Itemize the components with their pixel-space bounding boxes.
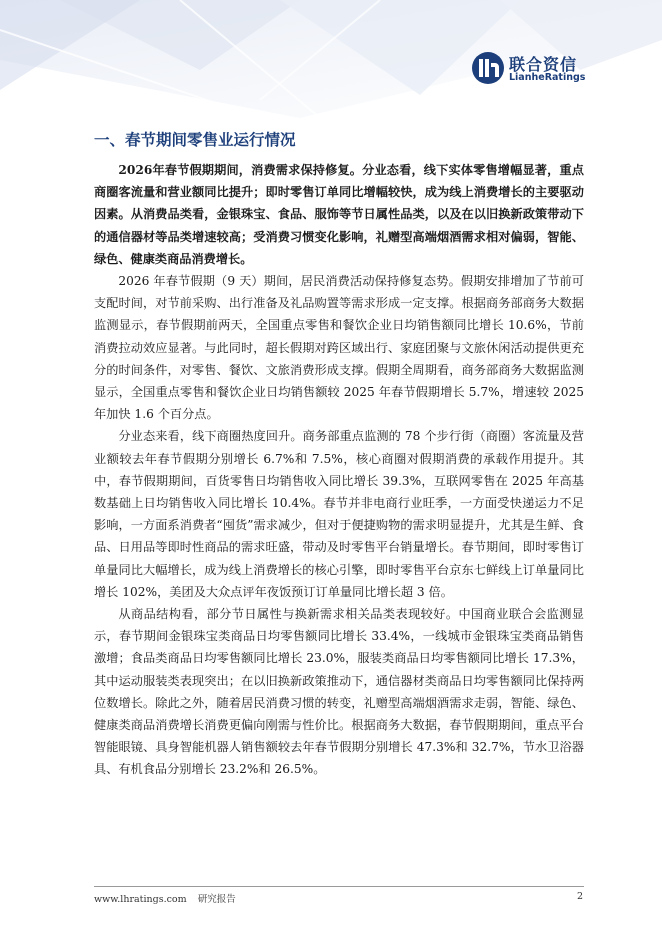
footer-url[interactable]: www.lhratings.com xyxy=(94,894,187,905)
page-number: 2 xyxy=(577,891,584,902)
footer-doc-type: 研究报告 xyxy=(197,894,236,905)
brand-name-en: LianheRatings xyxy=(509,72,586,83)
summary-paragraph: 2026年春节假期期间，消费需求保持修复。分业态看，线下实体零售增幅显著，重点商圈客流量和营业额同比提升；即时零售订单同比增幅较快，成为线上消费增长的主要驱动因素。从消费品类看，金银珠宝、食品、服饰等节日属性品类，以及在以旧换新政策带动下的通信器材等品类增速较高；受消费习惯变化影响，礼赠型高端烟酒需求相对偏弱，智能、绿色、健康类商品消费增长。 xyxy=(94,163,584,266)
brand-logo xyxy=(471,51,591,91)
section-title: 一、春节期间零售业运行情况 xyxy=(94,131,296,149)
brand-name-cn: 联合资信 xyxy=(509,55,578,74)
body-paragraph: 2026 年春节假期（9 天）期间，居民消费活动保持修复态势。假期安排增加了节前可支配时间，对节前采购、出行准备及礼品购置等需求形成一定支撑。根据商务部商务大数据监测显示，春节假期前两天，全国重点零售和餐饮企业日均销售额同比增长 10.6%，节前消费拉动效应显著。与此同时，超长假期对跨区域出行、家庭团聚与文旅休闲活动提供更充分的时间条件，对零售、餐饮、文旅消费形成支撑。假期全周期看，商务部商务大数据监测显示，全国重点零售和餐饮企业日均销售额较 2025 年春节假期增长 5.7%，增速较 2025 年加快 1.6 个百分点。 xyxy=(94,274,584,422)
lianhe-logo-icon xyxy=(471,51,505,85)
footer-info xyxy=(94,891,244,905)
footer-divider xyxy=(94,886,584,887)
body-paragraph: 从商品结构看，部分节日属性与换新需求相关品类表现较好。中国商业联合会监测显示，春节期间金银珠宝类商品日均零售额同比增长 33.4%，一线城市金银珠宝类商品销售激增；食品类商品日均零售额同比增长 23.0%，服装类商品日均零售额同比增长 17.3%，其中运动服装类表现突出；在以旧换新政策推动下，通信器材类商品日均零售额同比保持两位数增长。除此之外，随着居民消费习惯的转变，礼赠型高端烟酒需求走弱，智能、绿色、健康类商品消费增长消费更偏向刚需与性价比。根据商务大数据，春节假期期间，重点平台智能眼镜、具身智能机器人销售额较去年春节假期分别增长 47.3%和 32.7%，节水卫浴器具、有机食品分别增长 23.2%和 26.5%。 xyxy=(94,607,584,777)
report-body xyxy=(94,159,584,781)
body-paragraph: 分业态来看，线下商圈热度回升。商务部重点监测的 78 个步行街（商圈）客流量及营业额较去年春节假期分别增长 6.7%和 7.5%，核心商圈对假期消费的承载作用提升。其中，春节假期期间，百货零售日均销售收入同比增长 39.3%，互联网零售在 2025 年高基数基础上日均销售收入同比增长 10.4%。春节并非电商行业旺季，一方面受快递运力不足影响，一方面系消费者“囤货”需求减少，但对于便捷购物的需求明显提升，尤其是生鲜、食品、日用品等即时性商品的需求旺盛，带动及时零售平台销量增长。春节期间，即时零售订单量同比大幅增长，成为线上消费增长的核心引擎，即时零售平台京东七鲜线上订单量同比增长 102%，美团及大众点评年夜饭预订订单量同比增长超 3 倍。 xyxy=(94,429,584,599)
